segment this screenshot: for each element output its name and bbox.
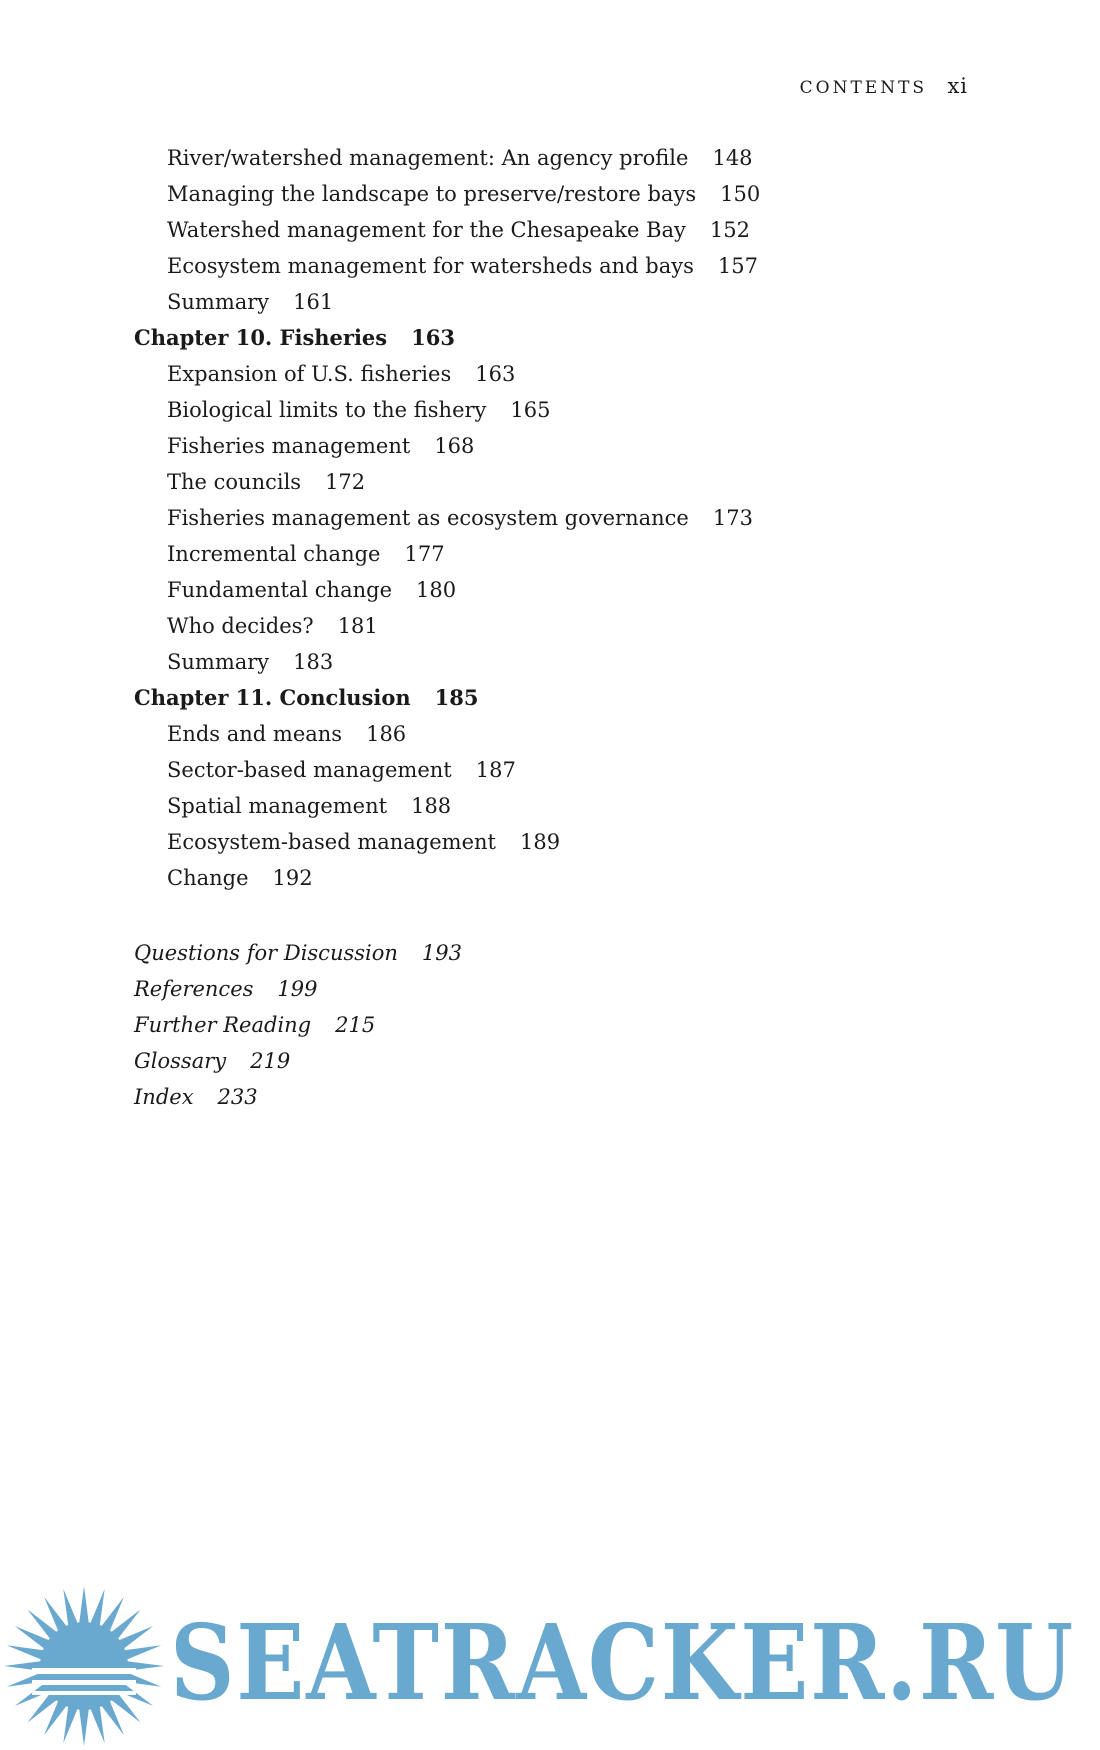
toc-entry[interactable] <box>134 356 964 392</box>
backmatter-page: 215 <box>335 1013 376 1037</box>
toc-entry-page: 168 <box>434 434 475 458</box>
backmatter-page: 199 <box>277 977 318 1001</box>
toc-entry[interactable] <box>134 752 964 788</box>
toc-entry-page: 183 <box>293 650 334 674</box>
toc-chapter-heading[interactable] <box>134 680 964 716</box>
backmatter-page: 193 <box>421 941 462 965</box>
backmatter-list <box>134 935 462 1115</box>
toc-entry-title: Spatial management <box>167 794 388 818</box>
toc-entry[interactable] <box>134 824 964 860</box>
toc-entry-page: 181 <box>337 614 378 638</box>
toc-entry-page: 180 <box>416 578 457 602</box>
toc-entry-title: Summary <box>167 290 270 314</box>
toc-entry-page: 150 <box>720 182 761 206</box>
toc-entry-title: Change <box>167 866 249 890</box>
toc-entry[interactable] <box>134 536 964 572</box>
toc-entry-title: Summary <box>167 650 270 674</box>
backmatter-title: Further Reading <box>134 1013 312 1037</box>
toc-entry-page: 148 <box>712 146 753 170</box>
backmatter-title: References <box>134 977 254 1001</box>
toc-entry[interactable] <box>134 464 964 500</box>
toc-entry[interactable] <box>134 500 964 536</box>
toc-entry-page: 172 <box>325 470 366 494</box>
toc-entry[interactable] <box>134 788 964 824</box>
toc-entry[interactable] <box>134 176 964 212</box>
toc-entry-page: 186 <box>366 722 407 746</box>
toc-entry[interactable] <box>134 608 964 644</box>
toc-entry-page: 165 <box>510 398 551 422</box>
toc-entry[interactable] <box>134 284 964 320</box>
toc-entry-title: Who decides? <box>167 614 314 638</box>
toc-entry[interactable] <box>134 716 964 752</box>
toc-chapter-page: 185 <box>434 685 479 710</box>
table-of-contents <box>134 140 964 896</box>
toc-entry-title: Expansion of U.S. fisheries <box>167 362 452 386</box>
toc-entry-title: Watershed management for the Chesapeake Bay <box>167 218 686 242</box>
backmatter-entry[interactable] <box>134 1079 462 1115</box>
toc-entry[interactable] <box>134 212 964 248</box>
toc-entry-page: 173 <box>712 506 753 530</box>
backmatter-page: 219 <box>250 1049 291 1073</box>
toc-entry[interactable] <box>134 572 964 608</box>
toc-entry-title: Fisheries management <box>167 434 411 458</box>
toc-entry-title: River/watershed management: An agency profile <box>167 146 689 170</box>
toc-entry-title: Managing the landscape to preserve/restore bays <box>167 182 697 206</box>
toc-entry-title: Fundamental change <box>167 578 393 602</box>
running-head <box>800 74 968 98</box>
toc-entry-title: Ecosystem management for watersheds and bays <box>167 254 694 278</box>
toc-entry-page: 177 <box>404 542 445 566</box>
toc-chapter-page: 163 <box>411 325 455 350</box>
watermark-text: SEATRACKER.RU <box>170 1601 1075 1724</box>
toc-entry-title: Fisheries management as ecosystem governance <box>167 506 689 530</box>
toc-entry[interactable] <box>134 644 964 680</box>
page-number: xi <box>947 74 968 98</box>
toc-entry-page: 188 <box>411 794 452 818</box>
toc-entry[interactable] <box>134 392 964 428</box>
toc-chapter-title: Chapter 10. Fisheries <box>134 325 388 350</box>
toc-entry-page: 189 <box>519 830 561 854</box>
toc-entry-page: 192 <box>272 866 313 890</box>
toc-entry-title: Ends and means <box>167 722 343 746</box>
toc-entry-page: 161 <box>293 290 334 314</box>
toc-entry-title: Sector-based management <box>167 758 452 782</box>
backmatter-title: Index <box>134 1085 194 1109</box>
sunburst-logo-icon <box>2 1584 167 1749</box>
toc-entry[interactable] <box>134 860 964 896</box>
toc-entry-page: 152 <box>709 218 751 242</box>
watermark <box>0 1580 1100 1750</box>
backmatter-title: Glossary <box>134 1049 227 1073</box>
toc-chapter-title: Chapter 11. Conclusion <box>134 685 411 710</box>
backmatter-entry[interactable] <box>134 935 462 971</box>
toc-entry-page: 163 <box>475 362 516 386</box>
toc-entry-title: Biological limits to the fishery <box>167 398 487 422</box>
toc-entry[interactable] <box>134 428 964 464</box>
toc-entry-page: 157 <box>717 254 758 278</box>
running-head-label: CONTENTS <box>799 78 928 98</box>
backmatter-entry[interactable] <box>134 1007 462 1043</box>
toc-entry-title: Incremental change <box>167 542 381 566</box>
backmatter-entry[interactable] <box>134 971 462 1007</box>
backmatter-entry[interactable] <box>134 1043 462 1079</box>
toc-chapter-heading[interactable] <box>134 320 964 356</box>
toc-entry-title: Ecosystem-based management <box>167 830 496 854</box>
toc-entry-title: The councils <box>167 470 302 494</box>
backmatter-title: Questions for Discussion <box>134 941 398 965</box>
toc-entry[interactable] <box>134 140 964 176</box>
toc-entry[interactable] <box>134 248 964 284</box>
backmatter-page: 233 <box>217 1085 258 1109</box>
toc-entry-page: 187 <box>475 758 516 782</box>
